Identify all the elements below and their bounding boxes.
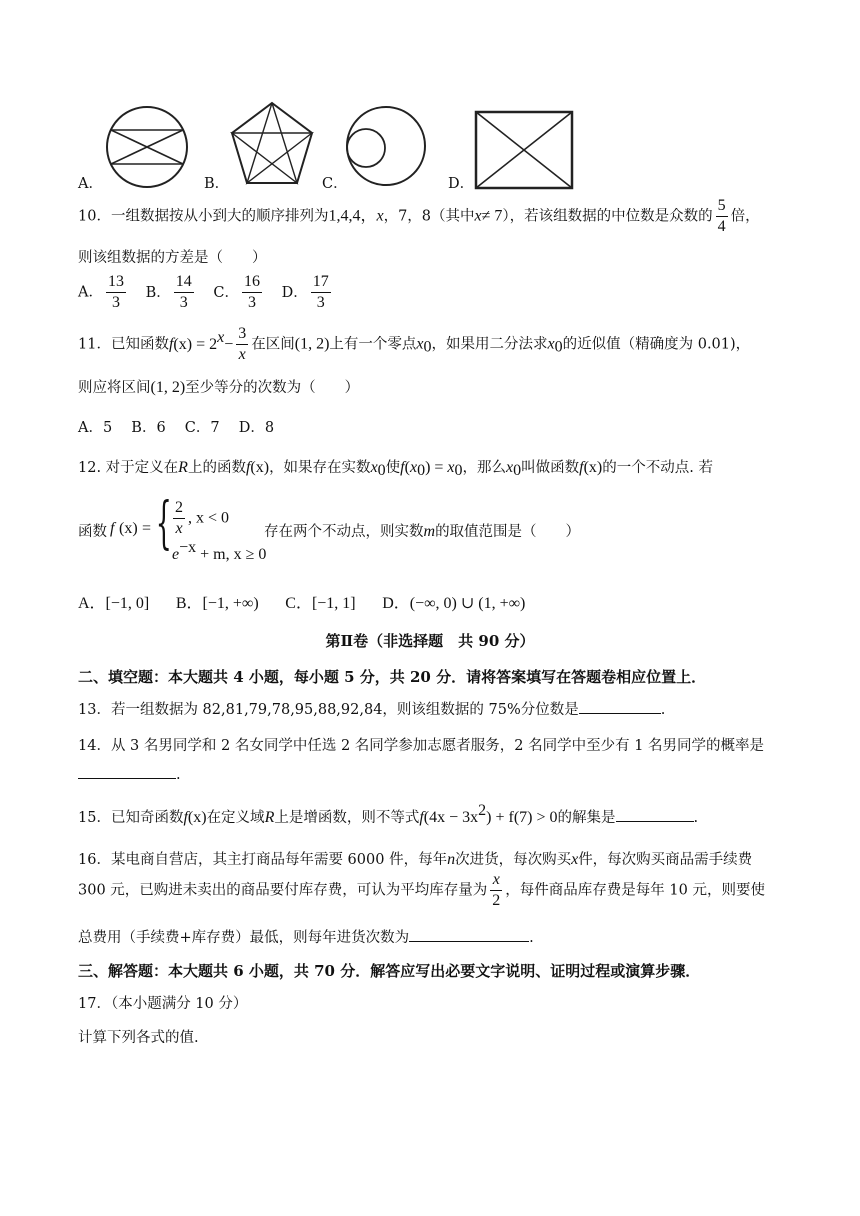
- question-12: 12. 对于定义在R上的函数f(x)，如果存在实数$x_0$使$f(x_0) = x_0$，那么$x_0$叫做函数f(x)的一个不动点. 若: [78, 459, 713, 479]
- section-2-title: 第Ⅱ卷（非选择题 共 90 分）: [325, 632, 535, 650]
- question-10-line2: 则该组数据的方差是（ ）: [78, 250, 267, 266]
- option-b-fraction: $\frac{14}{3}$: [175, 273, 192, 311]
- fraction-3-over-x: $\frac{3}{x}$: [238, 325, 247, 363]
- figure-b-label: B．: [204, 176, 230, 192]
- question-16: 16．某电商自营店，其主打商品每年需要 6000 件，每年n次进货，每次购买x件，每次购买商品需手续费: [78, 851, 753, 868]
- fraction-5-4: $\frac{5}{4}$: [717, 197, 726, 235]
- question-10-options: A． $\frac{13}{3}$ B． $\frac{14}{3}$ C． $\frac{16}{3}$ D． $\frac{17}{3}$: [78, 273, 329, 311]
- fill-in-header: 二、填空题：本大题共 4 小题，每小题 5 分，共 20 分．请将答案填写在答题卷相应位置上．: [78, 668, 707, 686]
- figure-a-circle-inscribed-rect: [104, 104, 190, 190]
- question-16-line2: 300 元，已购进未卖出的商品要付库存费，可认为平均库存量为 $\frac{x}{2}$ ，每件商品库存费是每年 10 元，则要使: [78, 871, 765, 909]
- figure-b-pentagon-star: [228, 100, 316, 190]
- question-10: 10．一组数据按从小到大的顺序排列为1,4,4，x，7，8（其中x≠ 7），若该组数据的中位数是众数的 $\frac{5}{4}$ 倍，: [78, 197, 760, 235]
- option-c-fraction: $\frac{16}{3}$: [243, 273, 260, 311]
- answer-blank: [78, 764, 176, 779]
- answer-blank: [579, 699, 661, 714]
- answer-blank: [616, 807, 694, 822]
- question-11-options: A．5 B．6 C．7 D．8: [78, 420, 275, 436]
- figure-c-label: C．: [322, 176, 348, 192]
- fraction-x-over-2: $\frac{x}{2}$: [492, 871, 501, 909]
- section-3-header: 三、解答题：本大题共 6 小题，共 70 分．解答应写出必要文字说明、证明过程或演算步骤．: [78, 962, 701, 980]
- question-12-options: A．[−1, 0] B．[−1, +∞) C．[−1, 1] D．(−∞, 0) ∪ (1, +∞): [78, 595, 526, 612]
- piecewise-brace: {: [155, 491, 172, 556]
- option-d-fraction: $\frac{17}{3}$: [312, 273, 329, 311]
- question-16-line3: 总费用（手续费+库存费）最低，则每年进货次数为 .: [78, 926, 534, 947]
- figure-d-label: D．: [448, 176, 475, 192]
- question-11-line2: 则应将区间(1, 2)至少等分的次数为（ ）: [78, 379, 360, 396]
- figure-row: [0, 100, 860, 192]
- figure-d-square-cross: [474, 110, 574, 190]
- question-11: 11．已知函数$f(x) = 2^x-$ $\frac{3}{x}$ 在区间(1, 2)上有一个零点$x_0$，如果用二分法求$x_0$的近似值（精确度为 0.01)，: [78, 325, 751, 363]
- answer-blank: [409, 927, 529, 942]
- question-14: 14．从 3 名男同学和 2 名女同学中任选 2 名同学参加志愿者服务，2 名同学中至少有 1 名男同学的概率是: [78, 738, 765, 754]
- question-14-blank: .: [78, 764, 181, 783]
- question-15: 15．已知奇函数f(x)在定义域R上是增函数，则不等式$f(4x - 3x^2) + f(7) > 0$的解集是 .: [78, 802, 699, 826]
- figure-a-label: A．: [78, 176, 103, 192]
- question-17-body: 计算下列各式的值.: [78, 1030, 199, 1046]
- question-13: 13．若一组数据为 82,81,79,78,95,88,92,84，则该组数据的 75%分位数是 .: [78, 698, 665, 719]
- option-a-fraction: $\frac{13}{3}$: [107, 273, 124, 311]
- question-17-title: 17．（本小题满分 10 分）: [78, 996, 248, 1012]
- case1-fraction: $\frac{2}{x}$: [175, 499, 183, 537]
- figure-c-circles: [344, 104, 428, 188]
